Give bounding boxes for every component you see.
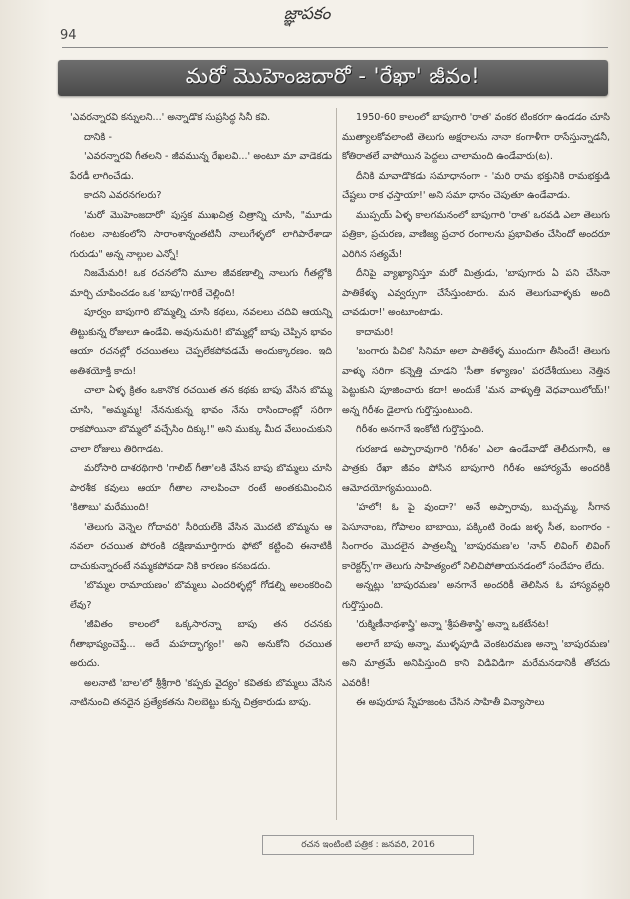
page-number: 94 xyxy=(60,28,77,43)
paragraph: 1950-60 కాలంలో బాపుగారి 'రాత' వంకర టింకరగా ఉండడం చూసి ముత్యాలకోవలాంటి తెలుగు అక్షరాలను నానా కంగాళీగా రాసేస్తున్నాడనీ, కోతిరాతలే వాపోయిన పెద్దలు చాలామంది ఉండేవారు(ట). xyxy=(342,112,610,162)
paragraph: చాలా ఏళ్ళ క్రితం ఒకానొక రచయిత తన కథకు బాపు వేసిన బొమ్మ చూసి, "అమ్మమ్మ! నేననుకున్న భావం నేను రాసిందాంట్లో సరిగా రాకపోయినా బొమ్మలో వచ్చేసిం దిక్కు!" అని ముక్కు మీద వేలుంచుకుని చాలా రోజులు తిరిగాడట. xyxy=(70,385,332,455)
paragraph: దీనిపై వ్యాఖ్యానిస్తూ మరో మిత్రుడు, 'బాపుగారు ఏ పని చేసినా పాతికేళ్ళు ఎవ్వర్సుగా చేసేస్తుంటారు. మన తెలుగువాళ్ళకు అంది చావడురా!' అంటూంటాడు. xyxy=(342,268,610,318)
paragraph: నిజమేమరి! ఒక రచనలోని మూల జీవకణాల్ని నాలుగు గీతల్లోకి మార్చి చూపించడం ఒక 'బాపు'గారికే చెల్లింది! xyxy=(70,268,332,299)
paragraph: కాదామరి! xyxy=(356,326,394,338)
left-column xyxy=(70,108,332,713)
paragraph: అలనాటి 'బాల'లో శ్రీశ్రీగారి 'కప్పకు వైద్యం' కవితకు బొమ్మలు వేసిన నాటినుంచి తనదైన ప్రత్యేకతను నిలబెట్టు కున్న చిత్రకారుడు బాపు. xyxy=(70,677,332,708)
paragraph: అలాగే బాపు అన్నా, ముళ్ళపూడి వెంకటరమణ అన్నా 'బాపురమణ' అని మాత్రమే అనిపిస్తుంది కాని విడివిడిగా మరేమనడానికీ తోచదు ఎవరికీ! xyxy=(342,638,610,689)
column-divider xyxy=(336,108,337,820)
paragraph: 'ఎవరన్నారవి గీతలని - జీవమున్న రేఖలవి...' అంటూ మా వాడెకడు పేరడీ లాగించేడు. xyxy=(70,151,332,182)
paragraph: 'జీవితం కాలంలో ఒక్కసారన్నా బాపు తన రచనకు గీతాభాష్యంచెప్తే... అదే మహద్భాగ్యం!' అని అనుకోని రచయిత అరుదు. xyxy=(70,619,332,669)
paragraph: దీనికి మావాడొకడు సమాధానంగా - 'మరి రామ భక్తునికి రామభక్తుడి చేష్టలు రాక ఛస్తాయా!' అని సమా ధానం చెపుతూ ఉండేవాడు. xyxy=(342,170,610,201)
paragraph: కాదని ఎవరనగలరు? xyxy=(84,190,162,201)
paragraph: 'తెలుగు వెన్నెల గోదావరి' సీరియల్‌కి వేసిన మొదటి బొమ్మను ఆ నవలా రచయిత పోరంకి దక్షిణామూర్తిగారు ఫోటో కట్టించి ఈనాటికీ దాచుకున్నారంటే నమ్మకపోవడా నికి కారణం కనబడదు. xyxy=(70,521,332,572)
paragraph: అన్నట్లు 'బాపురమణ' అనగానే అందరికీ తెలిసిన ఓ హాస్యవల్లరి గుర్తొస్తుంది. xyxy=(342,580,610,611)
paragraph: గిరీశం అనగానే ఇంకోటి గుర్తొస్తుంది. xyxy=(356,424,484,435)
paragraph: 'బొమ్మల రామాయణం' బొమ్మలు ఎందరిళ్ళల్లో గోడల్ని అలంకరించి లేవు? xyxy=(70,580,332,611)
paragraph: 'బంగారు పిచిక' సినిమా అలా పాతికేళ్ళ ముందుగా తీసిందే! తెలుగు వాళ్ళు సరిగా కన్నెత్తి చూడని 'సీతా కళ్యాణం' పరదేశీయులు నెత్తిన పెట్టుకుని పూజించారు కదా! అందుకే 'మన వాళ్ళుత్తి వెధవాయిలోయ్!' అన్న గిరీశం డైలాగు గుర్తొస్తుంటుంది. xyxy=(342,346,610,416)
footer-credit: రచన ఇంటింటి పత్రిక : జనవరి, 2016 xyxy=(262,835,474,855)
article-banner xyxy=(58,60,608,96)
paragraph: ఈ అపురూప స్నేహజంట చేసిన సాహితీ విన్యాసాలు xyxy=(356,697,545,708)
paragraph: మరోసారి దాశరథిగారి 'గాలిబ్ గీతా'లకి వేసిన బాపు బొమ్మలు చూసి పారశీక కవులు ఆయా గీతాల నాలపించా రంటే అంతకుమించిన 'కితాబు' మరేముంది! xyxy=(70,463,332,513)
paragraph: 'రుక్మిణీనాథశాస్త్రి' అన్నా 'శ్రీపతిశాస్త్రి' అన్నా ఒకటేనట! xyxy=(356,619,550,630)
right-column xyxy=(342,108,610,713)
paragraph: గురజాడ అప్పారావుగారి 'గిరీశం' ఎలా ఉండేవాడో తెలీదుగానీ, ఆ పాత్రకు రేఖా జీవం పోసిన బాపుగారి గిరీశం ఆహార్యమే అందరికీ ఆమోదయోగ్యమయింది. xyxy=(342,443,610,494)
paragraph: 'ఎవరన్నారవి కన్నులని...' అన్నాడొక సుప్రసిద్ధ సినీ కవి. xyxy=(70,112,271,123)
paragraph: దానికి - xyxy=(84,131,112,143)
paragraph: 'హలో! ఓ పై వుందా?' అనే అప్పారావు, బుచ్చమ్మ, సీగాన పెసూనాంబ, గోపాలం బాబాయి, పక్కింటి రెండు జళ్ళ సీత, బంగారం - సింగారం మొదలైన పాత్రలన్నీ 'బాపురమణ'ల 'నాన్ లివింగ్ లివింగ్ కారెక్టర్స్'గా తెలుగు సాహిత్యంలో నిలిచిపోతాయనడంలో సందేహం లేదు. xyxy=(342,502,610,572)
header-rule xyxy=(62,47,608,48)
magazine-title: జ్ఞాపకం xyxy=(283,4,331,24)
paragraph: ముప్పయ్ ఏళ్ళ కాలగమనంలో బాపుగారి 'రాత' ఒరవడి ఎలా తెలుగు పత్రికా, ప్రచురణ, వాణిజ్య ప్రచార రంగాలను ప్రభావితం చేసిందో అందరూ ఎరిగిన సత్యమే! xyxy=(342,209,610,260)
paragraph: పూర్వం బాపుగారి బొమ్మల్ని చూసి కథలు, నవలలు చదివి ఆయన్ని తిట్టుకున్న రోజులూ ఉండేవి. అవునుమరి! బొమ్మల్లో బాపు చెప్పిన భావం ఆయా రచనల్లో రచయితలు చెప్పలేకపోవడమే అందుక్కారణం. ఇది అతిశయోక్తి కాదు! xyxy=(70,307,332,377)
paragraph: 'మరో మొహెంజదారో' పుస్తక ముఖచిత్ర చిత్రాన్ని చూసి, "మూడు గంటల నాటకంలోని సారాంశాన్నంతటినీ నాలుగేళ్ళలో లాగిపారేశాడా గురుడు" అన్న నాల్గుల ఎన్నో! xyxy=(70,209,332,260)
article-title: మరో మొహెంజదారో - 'రేఖా' జీవం! xyxy=(185,64,481,88)
